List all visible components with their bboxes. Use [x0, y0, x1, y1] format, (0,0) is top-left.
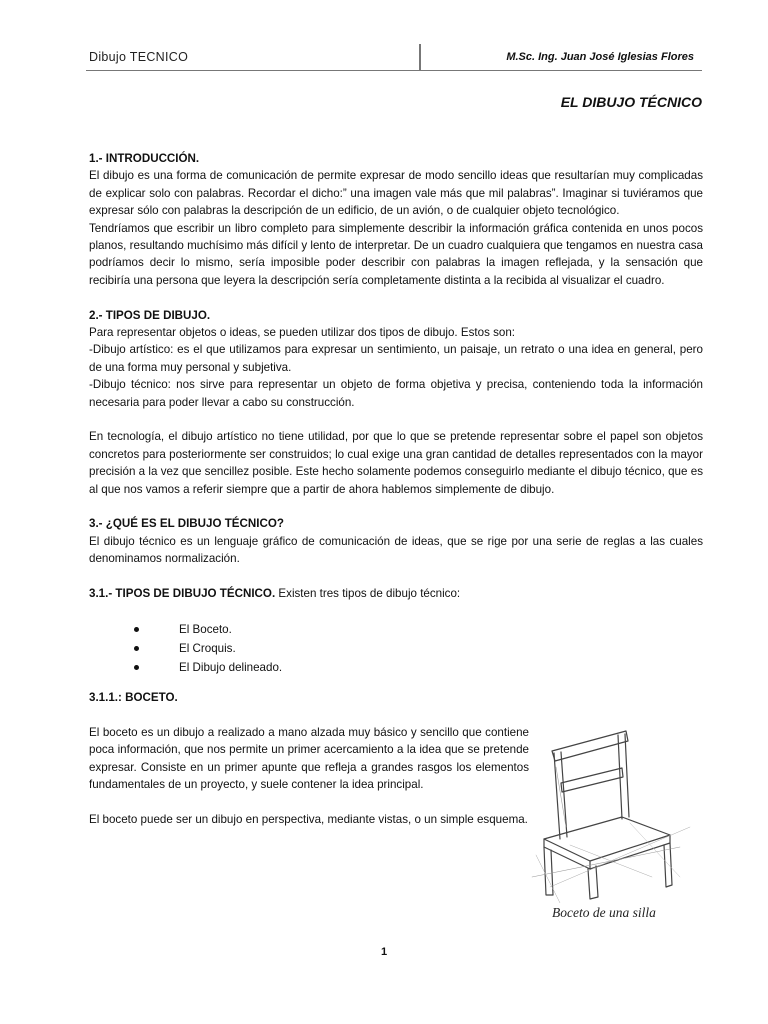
section-1-heading: 1.- INTRODUCCIÓN. — [89, 152, 200, 165]
header-divider — [419, 44, 421, 71]
section-3-paragraph-1: El dibujo técnico es un lenguaje gráfico de comunicación de ideas, que se rige por una serie de reglas a las cuales denominamos normalización. — [89, 534, 703, 566]
list-item — [134, 639, 703, 658]
header-author: M.Sc. Ing. Juan José Iglesias Flores — [506, 51, 694, 63]
section-3-1-1-heading: 3.1.1.: BOCETO. — [89, 690, 178, 704]
boceto-text-column — [89, 689, 529, 828]
bullet-icon — [134, 665, 139, 670]
spacer — [89, 568, 703, 585]
section-1-paragraph-2: Tendríamos que escribir un libro completo para simplemente describir la información gráfica contenida en unos pocos planos, resultando muchísimo más difícil y lento de interpretar. De un cuadro cualquiera que tengamos en nuestra casa podríamos decir lo mismo, sería imposible poder describir con palabras la imagen reflejada, y la sensación que recibiría una persona que leyera la descripción sería completamente distinta a la recibida al visualizar el cuadro. — [89, 221, 703, 287]
spacer — [89, 677, 703, 689]
chair-sketch-image — [530, 727, 700, 903]
spacer — [89, 289, 703, 306]
list-item-text: El Boceto. — [179, 622, 232, 636]
section-2-paragraph-2: -Dibujo artístico: es el que utilizamos para expresar un sentimiento, un paisaje, un retrato o una idea en general, pero de una forma muy personal y subjetiva. — [89, 343, 703, 374]
list-item — [134, 658, 703, 677]
section-3-1-line — [89, 585, 703, 602]
header-rule — [86, 70, 702, 71]
section-3-1-intro: Existen tres tipos de dibujo técnico: — [275, 587, 461, 601]
section-1-paragraph-1: El dibujo es una forma de comunicación de permite expresar de modo sencillo ideas que resultarían muy complicadas de explicar solo con palabras. Recordar el dicho:” una imagen vale más que mil palabras”. Imaginar si tuviéramos que expresar sólo con palabras la descripción de un edificio, de un avión, o de cualquier objeto tecnológico. — [89, 169, 703, 218]
section-2-paragraph-1: Para representar objetos o ideas, se pueden utilizar dos tipos de dibujo. Estos son: — [89, 326, 516, 340]
list-item — [134, 620, 703, 639]
document-title: EL DIBUJO TÉCNICO — [560, 94, 702, 110]
section-2-heading: 2.- TIPOS DE DIBUJO. — [89, 308, 211, 322]
bullet-icon — [134, 627, 139, 632]
section-3-heading: 3.- ¿QUÉ ES EL DIBUJO TÉCNICO? — [89, 517, 284, 531]
spacer — [89, 603, 703, 620]
section-2-paragraph-4: En tecnología, el dibujo artístico no tiene utilidad, por que lo que se pretende representar sobre el papel son objetos concretos para posteriormente ser construidos; lo cual exige una gran cantidad de detalles representados con la mayor precisión a la vez que sencillez posible. Este hecho solamente podemos conseguirlo mediante el dibujo técnico, que es al que nos vamos a referir siempre que a partir de ahora hablemos simplemente de dibujo. — [89, 430, 703, 496]
list-item-text: El Croquis. — [179, 641, 236, 655]
section-3-1-1-paragraph-1: El boceto es un dibujo a realizado a mano alzada muy básico y sencillo que contiene poca información, que nos permite un primer acercamiento a la idea que se pretende expresar. Consiste en un primer apunte que refleja a grandes rasgos los elementos fundamentales de un proyecto, y suele contener la idea principal. — [89, 725, 529, 791]
list-item-text: El Dibujo delineado. — [179, 660, 283, 674]
bullet-icon — [134, 646, 139, 651]
figure-caption: Boceto de una silla — [552, 905, 656, 920]
spacer — [89, 498, 703, 515]
spacer — [89, 411, 703, 428]
spacer — [89, 793, 529, 810]
page-number: 1 — [380, 946, 388, 958]
chair-sketch-figure — [530, 727, 700, 927]
drawing-types-list — [89, 620, 703, 677]
section-3-1-1-paragraph-2: El boceto puede ser un dibujo en perspectiva, mediante vistas, o un simple esquema. — [89, 812, 528, 826]
spacer — [89, 706, 529, 723]
header-left-text: Dibujo TECNICO — [89, 50, 189, 64]
section-3-1-heading: 3.1.- TIPOS DE DIBUJO TÉCNICO. — [89, 587, 276, 601]
section-2-paragraph-3: -Dibujo técnico: nos sirve para representar un objeto de forma objetiva y precisa, conteniendo toda la información necesaria para poder llevar a cabo su construcción. — [89, 378, 703, 409]
